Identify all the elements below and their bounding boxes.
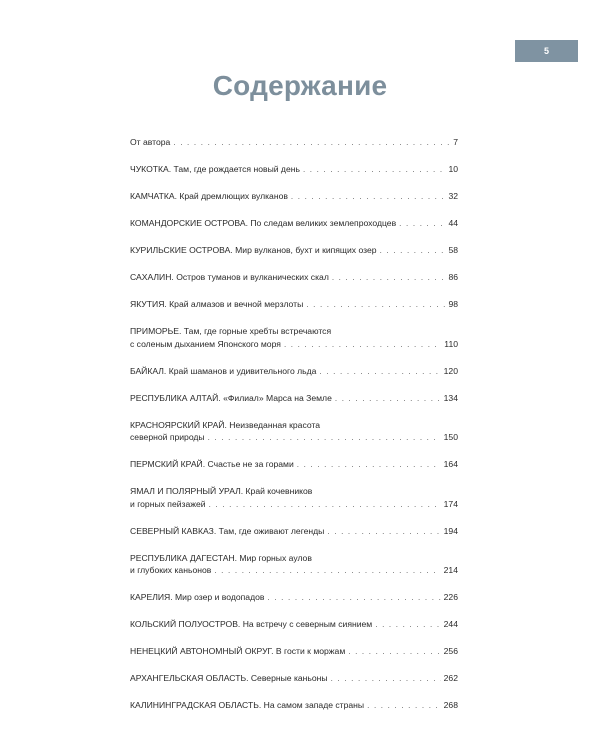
leader-dots xyxy=(267,592,440,605)
toc-entry[interactable] xyxy=(130,591,458,605)
toc-entry-page: 256 xyxy=(443,646,458,656)
toc-entry-title-line: КРАСНОЯРСКИЙ КРАЙ. Неизведанная красота xyxy=(130,419,321,430)
toc-entry-page: 244 xyxy=(443,619,458,629)
leader-dots xyxy=(335,393,441,406)
page-number: 5 xyxy=(543,46,549,56)
toc-entry-page: 32 xyxy=(448,191,458,201)
toc-entry-page: 134 xyxy=(443,392,458,403)
toc-entry-title: КУРИЛЬСКИЕ ОСТРОВА. Мир вулканов, бухт и кипящих озер xyxy=(130,245,377,255)
toc-entry[interactable] xyxy=(130,365,458,379)
leader-dots xyxy=(367,700,441,713)
page-title: Содержание xyxy=(212,70,388,101)
toc-entry-page: 150 xyxy=(443,432,458,442)
toc-entry-page: 98 xyxy=(448,299,458,309)
table-of-contents xyxy=(130,136,458,726)
toc-entry[interactable] xyxy=(130,699,458,713)
toc-entry[interactable] xyxy=(130,672,458,686)
leader-dots xyxy=(303,164,445,177)
toc-entry[interactable] xyxy=(130,419,458,445)
toc-entry-title: КАЛИНИНГРАДСКАЯ ОБЛАСТЬ. На самом западе страны xyxy=(130,700,365,710)
toc-entry-page: 268 xyxy=(443,700,458,710)
toc-entry-title: СЕВЕРНЫЙ КАВКАЗ. Там, где оживают легенды xyxy=(130,525,325,536)
leader-dots xyxy=(173,137,450,150)
leader-dots xyxy=(284,339,441,352)
leader-dots xyxy=(399,218,445,231)
toc-entry-page: 58 xyxy=(448,245,458,255)
toc-entry-title: НЕНЕЦКИЙ АВТОНОМНЫЙ ОКРУГ. В гости к моржам xyxy=(130,646,346,656)
leader-dots xyxy=(291,191,446,204)
toc-entry-page: 7 xyxy=(453,137,458,147)
toc-entry-page: 214 xyxy=(443,565,458,575)
leader-dots xyxy=(380,245,446,258)
toc-entry[interactable] xyxy=(130,645,458,659)
toc-entry[interactable] xyxy=(130,136,458,150)
toc-entry-title: КОМАНДОРСКИЕ ОСТРОВА. По следам великих землепроходцев xyxy=(130,218,397,228)
leader-dots xyxy=(375,619,440,632)
toc-entry[interactable] xyxy=(130,485,458,511)
toc-entry[interactable] xyxy=(130,217,458,231)
leader-dots xyxy=(348,646,440,659)
leader-dots xyxy=(214,565,440,578)
toc-entry-title-line: РЕСПУБЛИКА ДАГЕСТАН. Мир горных аулов xyxy=(130,552,312,563)
toc-entry-title: КАРЕЛИЯ. Мир озер и водопадов xyxy=(130,592,265,602)
toc-entry-title: и глубоких каньонов xyxy=(130,565,212,575)
toc-entry[interactable] xyxy=(130,298,458,312)
leader-dots xyxy=(327,526,440,539)
toc-entry[interactable] xyxy=(130,190,458,204)
toc-entry[interactable] xyxy=(130,325,458,351)
toc-entry-title: ПЕРМСКИЙ КРАЙ. Счастье не за горами xyxy=(130,459,294,469)
toc-entry-page: 226 xyxy=(443,592,458,602)
toc-entry-page: 262 xyxy=(443,673,458,683)
leader-dots xyxy=(306,299,445,312)
toc-entry[interactable] xyxy=(130,244,458,258)
toc-entry[interactable] xyxy=(130,163,458,177)
toc-entry-title: северной природы xyxy=(130,432,205,442)
toc-entry[interactable] xyxy=(130,525,458,539)
toc-entry[interactable] xyxy=(130,392,458,406)
leader-dots xyxy=(332,272,446,285)
toc-entry-title: ЧУКОТКА. Там, где рождается новый день xyxy=(130,164,300,174)
toc-entry-page: 86 xyxy=(448,272,458,282)
toc-entry-title: АРХАНГЕЛЬСКАЯ ОБЛАСТЬ. Северные каньоны xyxy=(130,673,328,683)
toc-entry-title-line: ПРИМОРЬЕ. Там, где горные хребты встречаются xyxy=(130,326,332,336)
toc-entry-title-line: ЯМАЛ И ПОЛЯРНЫЙ УРАЛ. Край кочевников xyxy=(130,486,313,496)
toc-entry-title: От автора xyxy=(130,137,171,147)
toc-entry-title: КОЛЬСКИЙ ПОЛУОСТРОВ. На встречу с северным сиянием xyxy=(130,619,373,629)
toc-entry-title: БАЙКАЛ. Край шаманов и удивительного льда xyxy=(130,365,317,376)
toc-entry[interactable] xyxy=(130,271,458,285)
leader-dots xyxy=(209,499,441,512)
toc-entry-page: 120 xyxy=(443,365,458,376)
toc-entry-title: РЕСПУБЛИКА АЛТАЙ. «Филиал» Марса на Земле xyxy=(130,392,332,403)
toc-entry[interactable] xyxy=(130,618,458,632)
toc-entry-page: 44 xyxy=(448,218,458,228)
toc-entry-page: 194 xyxy=(443,525,458,536)
toc-entry-title: ЯКУТИЯ. Край алмазов и вечной мерзлоты xyxy=(130,299,304,309)
leader-dots xyxy=(297,459,441,472)
toc-entry[interactable] xyxy=(130,552,458,578)
leader-dots xyxy=(208,432,441,445)
toc-entry-title: и горных пейзажей xyxy=(130,498,206,509)
toc-entry-title: с соленым дыханием Японского моря xyxy=(130,338,281,349)
toc-entry-page: 110 xyxy=(444,338,458,349)
toc-entry-title: САХАЛИН. Остров туманов и вулканических скал xyxy=(130,272,329,282)
toc-entry-page: 10 xyxy=(448,164,458,174)
page-number-tab xyxy=(515,40,578,62)
toc-entry-title: КАМЧАТКА. Край дремлющих вулканов xyxy=(130,191,288,201)
toc-entry-page: 164 xyxy=(443,459,458,469)
leader-dots xyxy=(331,673,441,686)
toc-entry[interactable] xyxy=(130,458,458,472)
toc-entry-page: 174 xyxy=(443,498,458,509)
leader-dots xyxy=(319,366,440,379)
